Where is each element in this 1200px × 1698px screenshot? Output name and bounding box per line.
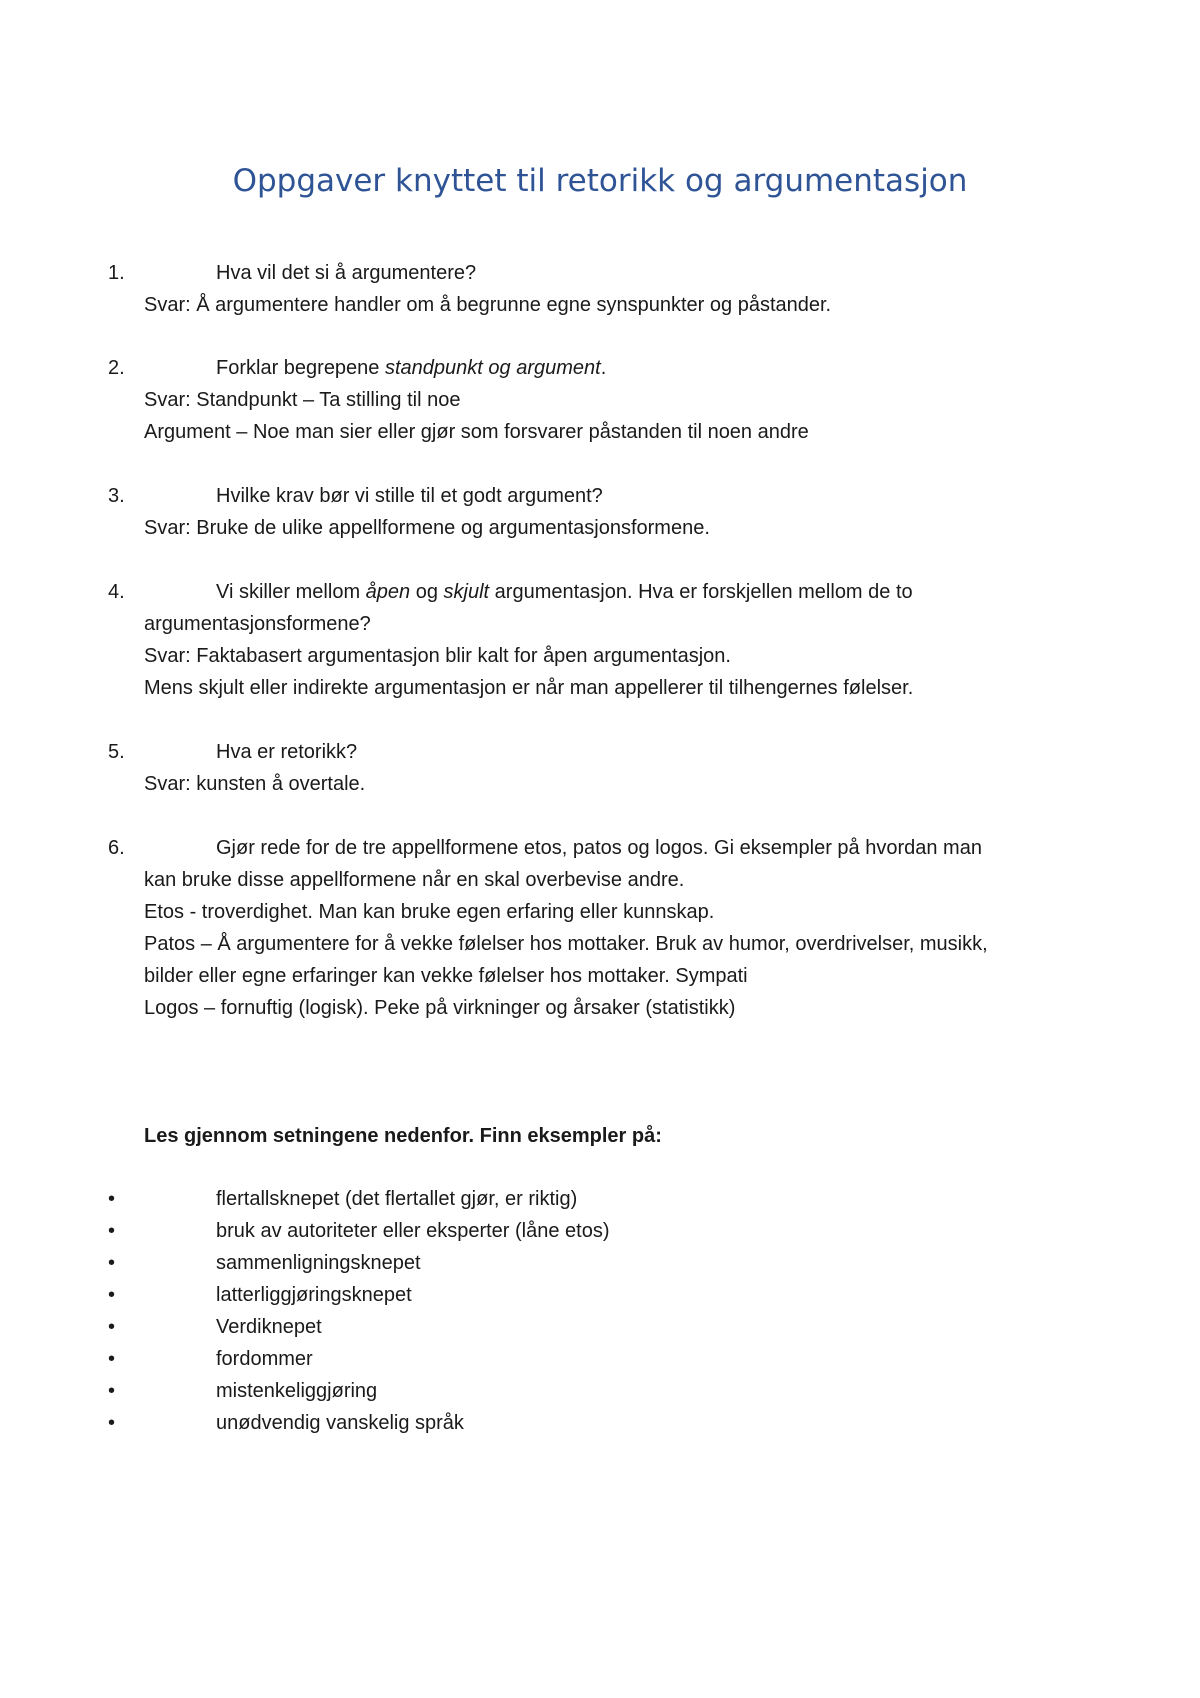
question-number: 1. <box>108 262 125 284</box>
answer <box>108 512 1068 544</box>
question-text-continued: kan bruke disse appellformene når en skal overbevise andre. <box>144 869 685 891</box>
answer-line: Etos - troverdighet. Man kan bruke egen erfaring eller kunnskap. <box>144 901 715 923</box>
question-number: 5. <box>108 741 125 763</box>
question-number: 4. <box>108 581 125 603</box>
question-number: 6. <box>108 837 125 859</box>
bullet-icon: • <box>108 1220 116 1242</box>
answer <box>108 384 1068 448</box>
question-text: Hvilke krav bør vi stille til et godt argument? <box>216 485 603 507</box>
answer-line: Svar: Standpunkt – Ta stilling til noe <box>144 389 461 411</box>
section-heading: Les gjennom setningene nedenfor. Finn eksempler på: <box>144 1125 662 1147</box>
answer-line: Svar: Faktabasert argumentasjon blir kalt for åpen argumentasjon. <box>144 645 731 667</box>
list-item: • sammenligningsknepet <box>108 1247 610 1279</box>
bullet-icon: • <box>108 1316 116 1338</box>
answer <box>108 289 1068 321</box>
question-5 <box>108 736 1068 800</box>
question-text: Gjør rede for de tre appellformene etos, patos og logos. Gi eksempler på hvordan man kan bruke disse appellformene når en skal overbevise andre. <box>108 832 1068 896</box>
answer-line: Patos – Å argumentere for å vekke følelser hos mottaker. Bruk av humor, overdrivelser, musikk, <box>144 933 988 955</box>
list-item: • flertallsknepet (det flertallet gjør, er riktig) <box>108 1183 610 1215</box>
question-text: Vi skiller mellom åpen og skjult argumentasjon. Hva er forskjellen mellom de to argumentasjonsformene? <box>108 576 1068 640</box>
answer <box>108 640 1068 704</box>
question-text: Hva er retorikk? <box>216 741 358 763</box>
bullet-icon: • <box>108 1348 116 1370</box>
list-item: • unødvendig vanskelig språk <box>108 1407 610 1439</box>
list-item: • mistenkeliggjøring <box>108 1375 610 1407</box>
question-4 <box>108 576 1068 704</box>
answer-line: Svar: Å argumentere handler om å begrunne egne synspunkter og påstander. <box>144 294 832 316</box>
answer-line: bilder eller egne erfaringer kan vekke følelser hos mottaker. Sympati <box>144 965 748 987</box>
bullet-list <box>108 1183 610 1439</box>
question-3 <box>108 480 1068 544</box>
question-number: 2. <box>108 357 125 379</box>
list-item: • latterliggjøringsknepet <box>108 1279 610 1311</box>
answer-line: Logos – fornuftig (logisk). Peke på virkninger og årsaker (statistikk) <box>144 997 736 1019</box>
answer <box>108 768 1068 800</box>
answer-line: Mens skjult eller indirekte argumentasjon er når man appellerer til tilhengernes følelser. <box>144 677 914 699</box>
page-title: Oppgaver knyttet til retorikk og argumentasjon <box>232 163 968 199</box>
answer-line: Svar: Bruke de ulike appellformene og argumentasjonsformene. <box>144 517 710 539</box>
bullet-icon: • <box>108 1252 116 1274</box>
list-item: • bruk av autoriteter eller eksperter (låne etos) <box>108 1215 610 1247</box>
question-text: Forklar begrepene standpunkt og argument. <box>216 357 607 379</box>
answer-line: Argument – Noe man sier eller gjør som forsvarer påstanden til noen andre <box>144 421 809 443</box>
question-text: Hva vil det si å argumentere? <box>216 262 477 284</box>
list-item: • Verdiknepet <box>108 1311 610 1343</box>
question-1 <box>108 257 1068 321</box>
answer <box>108 896 1068 1024</box>
bullet-icon: • <box>108 1412 116 1434</box>
bullet-icon: • <box>108 1284 116 1306</box>
question-2 <box>108 352 1068 448</box>
answer-line: Svar: kunsten å overtale. <box>144 773 366 795</box>
bullet-icon: • <box>108 1380 116 1402</box>
list-item: • fordommer <box>108 1343 610 1375</box>
question-6 <box>108 832 1068 1024</box>
bullet-icon: • <box>108 1188 116 1210</box>
question-text-continued: argumentasjonsformene? <box>144 613 371 635</box>
question-number: 3. <box>108 485 125 507</box>
